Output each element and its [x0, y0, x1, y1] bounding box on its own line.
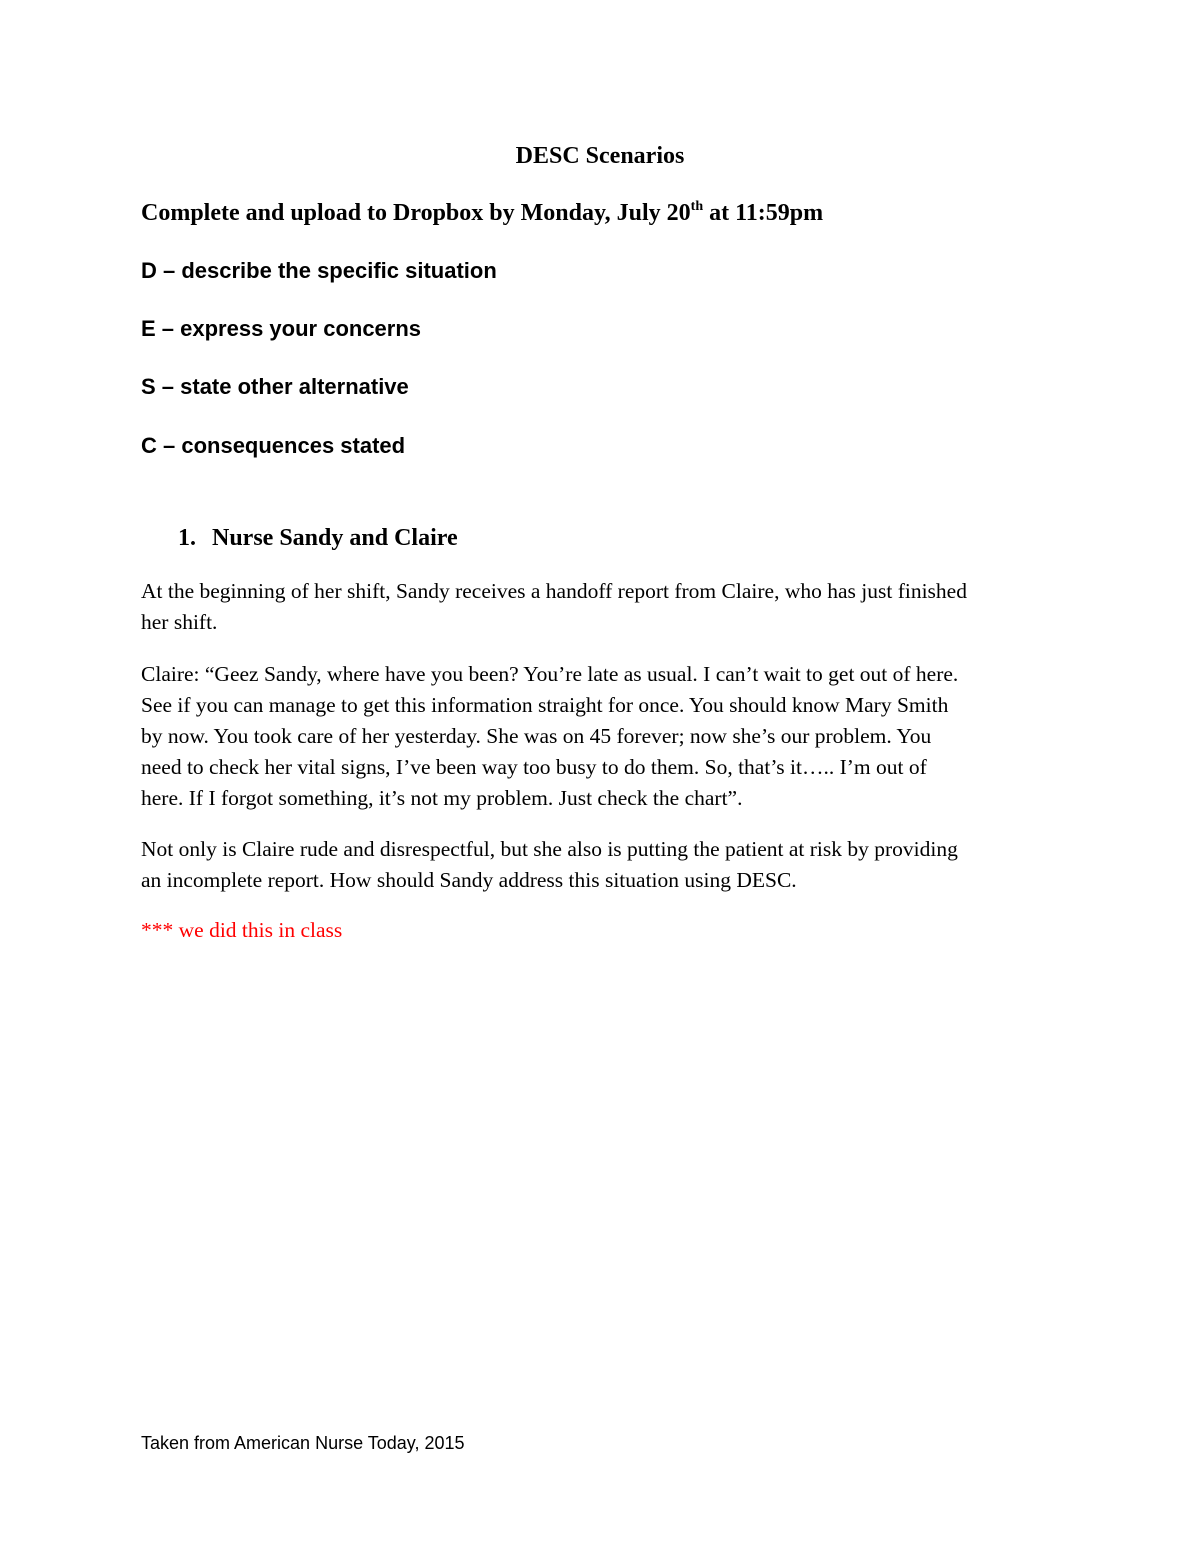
due-text: Complete and upload to Dropbox by Monday, July 20: [141, 200, 691, 226]
footer-source: Taken from American Nurse Today, 2015: [141, 1433, 465, 1453]
due-time: at 11:59pm: [703, 200, 824, 226]
text-line: her shift.: [141, 610, 218, 634]
text-line: by now. You took care of her yesterday. She was on 45 forever; now she’s our problem. You: [141, 724, 932, 748]
text-line: Claire: “Geez Sandy, where have you been? You’re late as usual. I can’t wait to get out of here.: [141, 662, 959, 686]
quote-paragraph: [141, 659, 958, 814]
text-line: need to check her vital signs, I’ve been way too busy to do them. So, that’s it….. I’m out of: [141, 755, 927, 779]
intro-paragraph: [141, 576, 967, 638]
scenario-number: 1.: [178, 525, 196, 551]
text-line: an incomplete report. How should Sandy address this situation using DESC.: [141, 868, 797, 892]
question-paragraph: [141, 834, 958, 896]
text-line: At the beginning of her shift, Sandy receives a handoff report from Claire, who has just finished: [141, 579, 967, 603]
desc-item-s: S – state other alternative: [141, 374, 409, 399]
due-superscript: th: [690, 199, 704, 214]
scenario-title: Nurse Sandy and Claire: [212, 525, 458, 551]
document-title: DESC Scenarios: [515, 143, 685, 169]
text-line: here. If I forgot something, it’s not my problem. Just check the chart”.: [141, 786, 743, 810]
class-note: *** we did this in class: [141, 918, 343, 942]
due-date-line: [141, 200, 823, 227]
text-line: See if you can manage to get this information straight for once. You should know Mary Smith: [141, 693, 949, 717]
scenario-heading: [178, 525, 458, 552]
text-line: Not only is Claire rude and disrespectful, but she also is putting the patient at risk by providing: [141, 837, 958, 861]
desc-item-d: D – describe the specific situation: [141, 258, 497, 283]
desc-item-e: E – express your concerns: [141, 316, 422, 341]
desc-item-c: C – consequences stated: [141, 433, 406, 458]
